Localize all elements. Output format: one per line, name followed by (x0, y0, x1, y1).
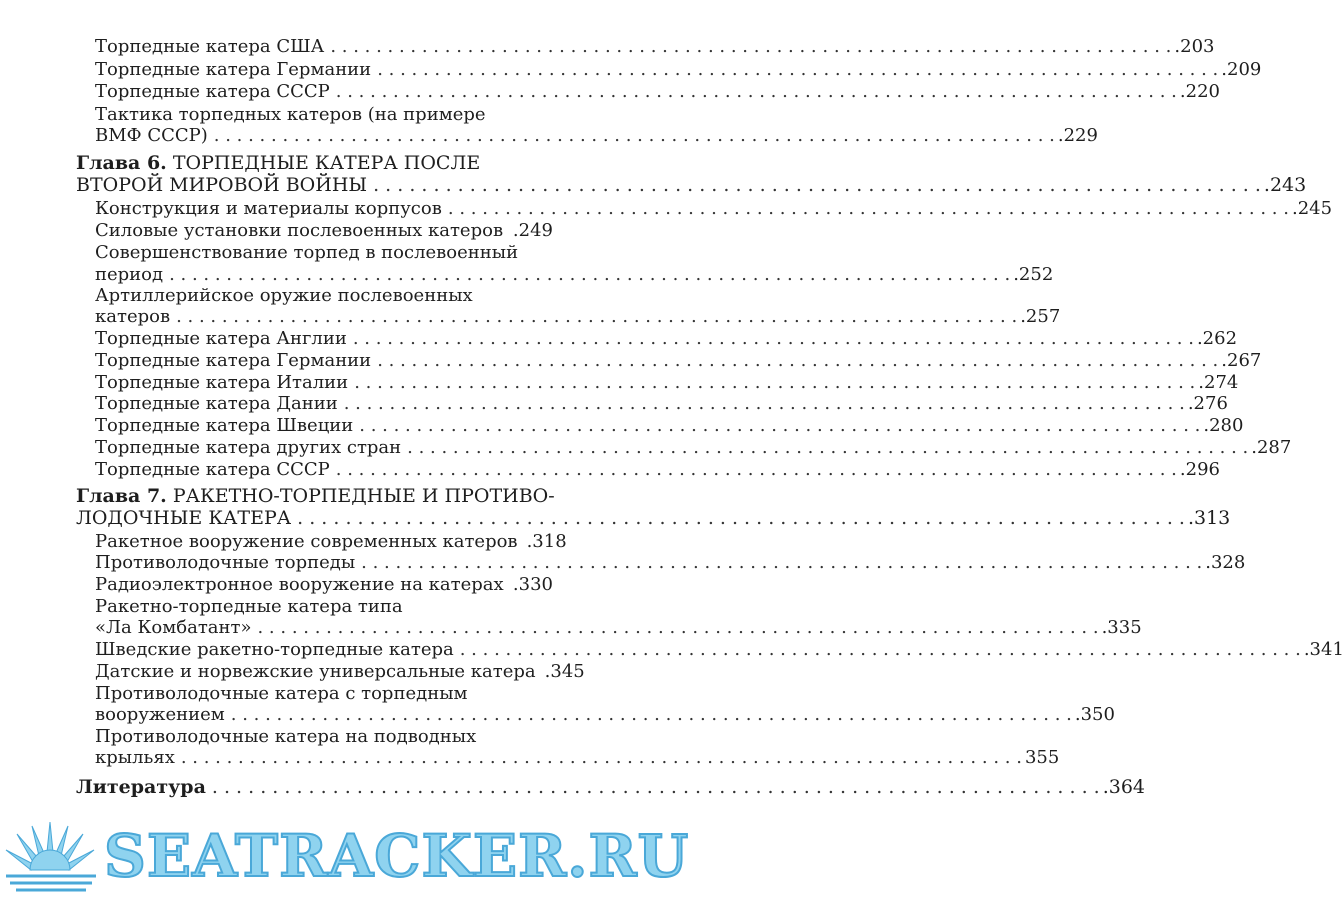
chapter-title-line1: РАКЕТНО-ТОРПЕДНЫЕ И ПРОТИВО- (172, 485, 555, 507)
toc-entry (95, 639, 1344, 661)
toc-entry (95, 350, 1262, 372)
watermark-text: SEATRACKER.RU (104, 822, 690, 890)
toc-entry (95, 125, 1098, 147)
toc-entry (95, 704, 1115, 726)
entry-page: .274 (1198, 372, 1239, 393)
entry-title: Торпедные катера Германии (95, 350, 372, 371)
entry-page: .296 (1179, 459, 1220, 480)
entry-page: .257 (1020, 306, 1061, 327)
entry-page: .280 (1203, 415, 1244, 436)
toc-entry (95, 747, 1060, 769)
entry-page: .276 (1187, 393, 1228, 414)
entry-page: .330 (512, 574, 553, 595)
entry-title: Торпедные катера Англии (95, 328, 347, 349)
entry-page: .243 (1263, 174, 1307, 196)
entry-title: Радиоэлектронное вооружение на катерах (95, 574, 504, 595)
toc-entry (95, 437, 1292, 459)
entry-title: Силовые установки послевоенных катеров (95, 220, 504, 241)
entry-title: Торпедные катера Германии (95, 59, 372, 80)
entry-page: .262 (1196, 328, 1238, 349)
toc-entry (95, 552, 1246, 574)
toc-entry (95, 574, 553, 596)
entry-page: .249 (512, 220, 553, 241)
entry-title-line2: «Ла Комбатант» (95, 617, 252, 638)
entry-page: .335 (1101, 617, 1142, 638)
entry-title-line2: ВМФ СССР) (95, 125, 208, 146)
entry-title-line1: Совершенствование торпед в послевоенный (95, 242, 519, 263)
toc-entry (95, 661, 585, 683)
entry-title-line2: катеров (95, 306, 171, 327)
toc-entry (95, 306, 1061, 328)
entry-page: .203 (1174, 36, 1215, 57)
toc-entry (95, 220, 553, 242)
entry-title: Торпедные катера Швеции (95, 415, 354, 436)
entry-page: .345 (544, 661, 585, 682)
toc-entry (95, 59, 1262, 81)
chapter-label: Глава 6. (76, 152, 167, 174)
chapter-title-line2: ВТОРОЙ МИРОВОЙ ВОЙНЫ (76, 174, 368, 196)
entry-title: Торпедные катера США (95, 36, 325, 57)
entry-page: .350 (1074, 704, 1115, 725)
chapter-6-heading (76, 152, 480, 174)
entry-title: Шведские ракетно-торпедные катера (95, 639, 454, 660)
toc-entry (95, 617, 1142, 639)
entry-title-line1: Противолодочные катера с торпедным (95, 683, 468, 704)
entry-page: .220 (1179, 81, 1220, 102)
chapter-6-entry (76, 174, 1307, 196)
entry-title-line1: Тактика торпедных катеров (на примере (95, 104, 486, 125)
chapter-7-entry (76, 507, 1231, 529)
entry-title: Ракетное вооружение современных катеров (95, 531, 518, 552)
entry-title-line1: Артиллерийское оружие послевоенных (95, 285, 473, 306)
entry-title-line2: вооружением (95, 704, 225, 725)
toc-entry (95, 36, 1215, 58)
entry-page: .318 (526, 531, 567, 552)
toc-entry (95, 198, 1333, 220)
entry-title: Торпедные катера Дании (95, 393, 338, 414)
entry-title: Торпедные катера СССР (95, 459, 330, 480)
entry-page: .287 (1251, 437, 1292, 458)
literature-title: Литература (76, 776, 206, 798)
entry-page: .313 (1187, 507, 1231, 529)
entry-title-line1: Ракетно-торпедные катера типа (95, 596, 403, 617)
entry-title: Датские и норвежские универсальные катера (95, 661, 536, 682)
entry-page: 355 (1024, 747, 1060, 768)
entry-title-line2: период (95, 264, 164, 285)
entry-title: Торпедные катера СССР (95, 81, 330, 102)
entry-title: Торпедные катера Италии (95, 372, 349, 393)
entry-title: Торпедные катера других стран (95, 437, 402, 458)
entry-page: .328 (1205, 552, 1246, 573)
entry-page: .341 (1303, 639, 1344, 660)
entry-page: .364 (1102, 776, 1146, 798)
literature-entry (76, 776, 1146, 798)
chapter-7-heading (76, 485, 555, 507)
entry-title-line1: Противолодочные катера на подводных (95, 726, 477, 747)
entry-page: .209 (1221, 59, 1262, 80)
toc-entry (95, 531, 567, 553)
chapter-title-line1: ТОРПЕДНЫЕ КАТЕРА ПОСЛЕ (172, 152, 481, 174)
entry-title: Противолодочные торпеды (95, 552, 356, 573)
toc-entry (95, 415, 1244, 437)
toc-entry (95, 459, 1220, 481)
entry-page: .267 (1221, 350, 1262, 371)
toc-entry (95, 372, 1239, 394)
chapter-title-line2: ЛОДОЧНЫЕ КАТЕРА (76, 507, 292, 529)
entry-page: .245 (1291, 198, 1333, 219)
entry-page: .229 (1057, 125, 1098, 146)
toc-entry (95, 264, 1054, 286)
toc-entry (95, 328, 1238, 350)
entry-title: Конструкция и материалы корпусов (95, 198, 442, 219)
entry-title-line2: крыльях (95, 747, 175, 768)
toc-entry (95, 393, 1228, 415)
chapter-label: Глава 7. (76, 485, 167, 507)
toc-entry (95, 81, 1220, 103)
entry-page: .252 (1013, 264, 1054, 285)
